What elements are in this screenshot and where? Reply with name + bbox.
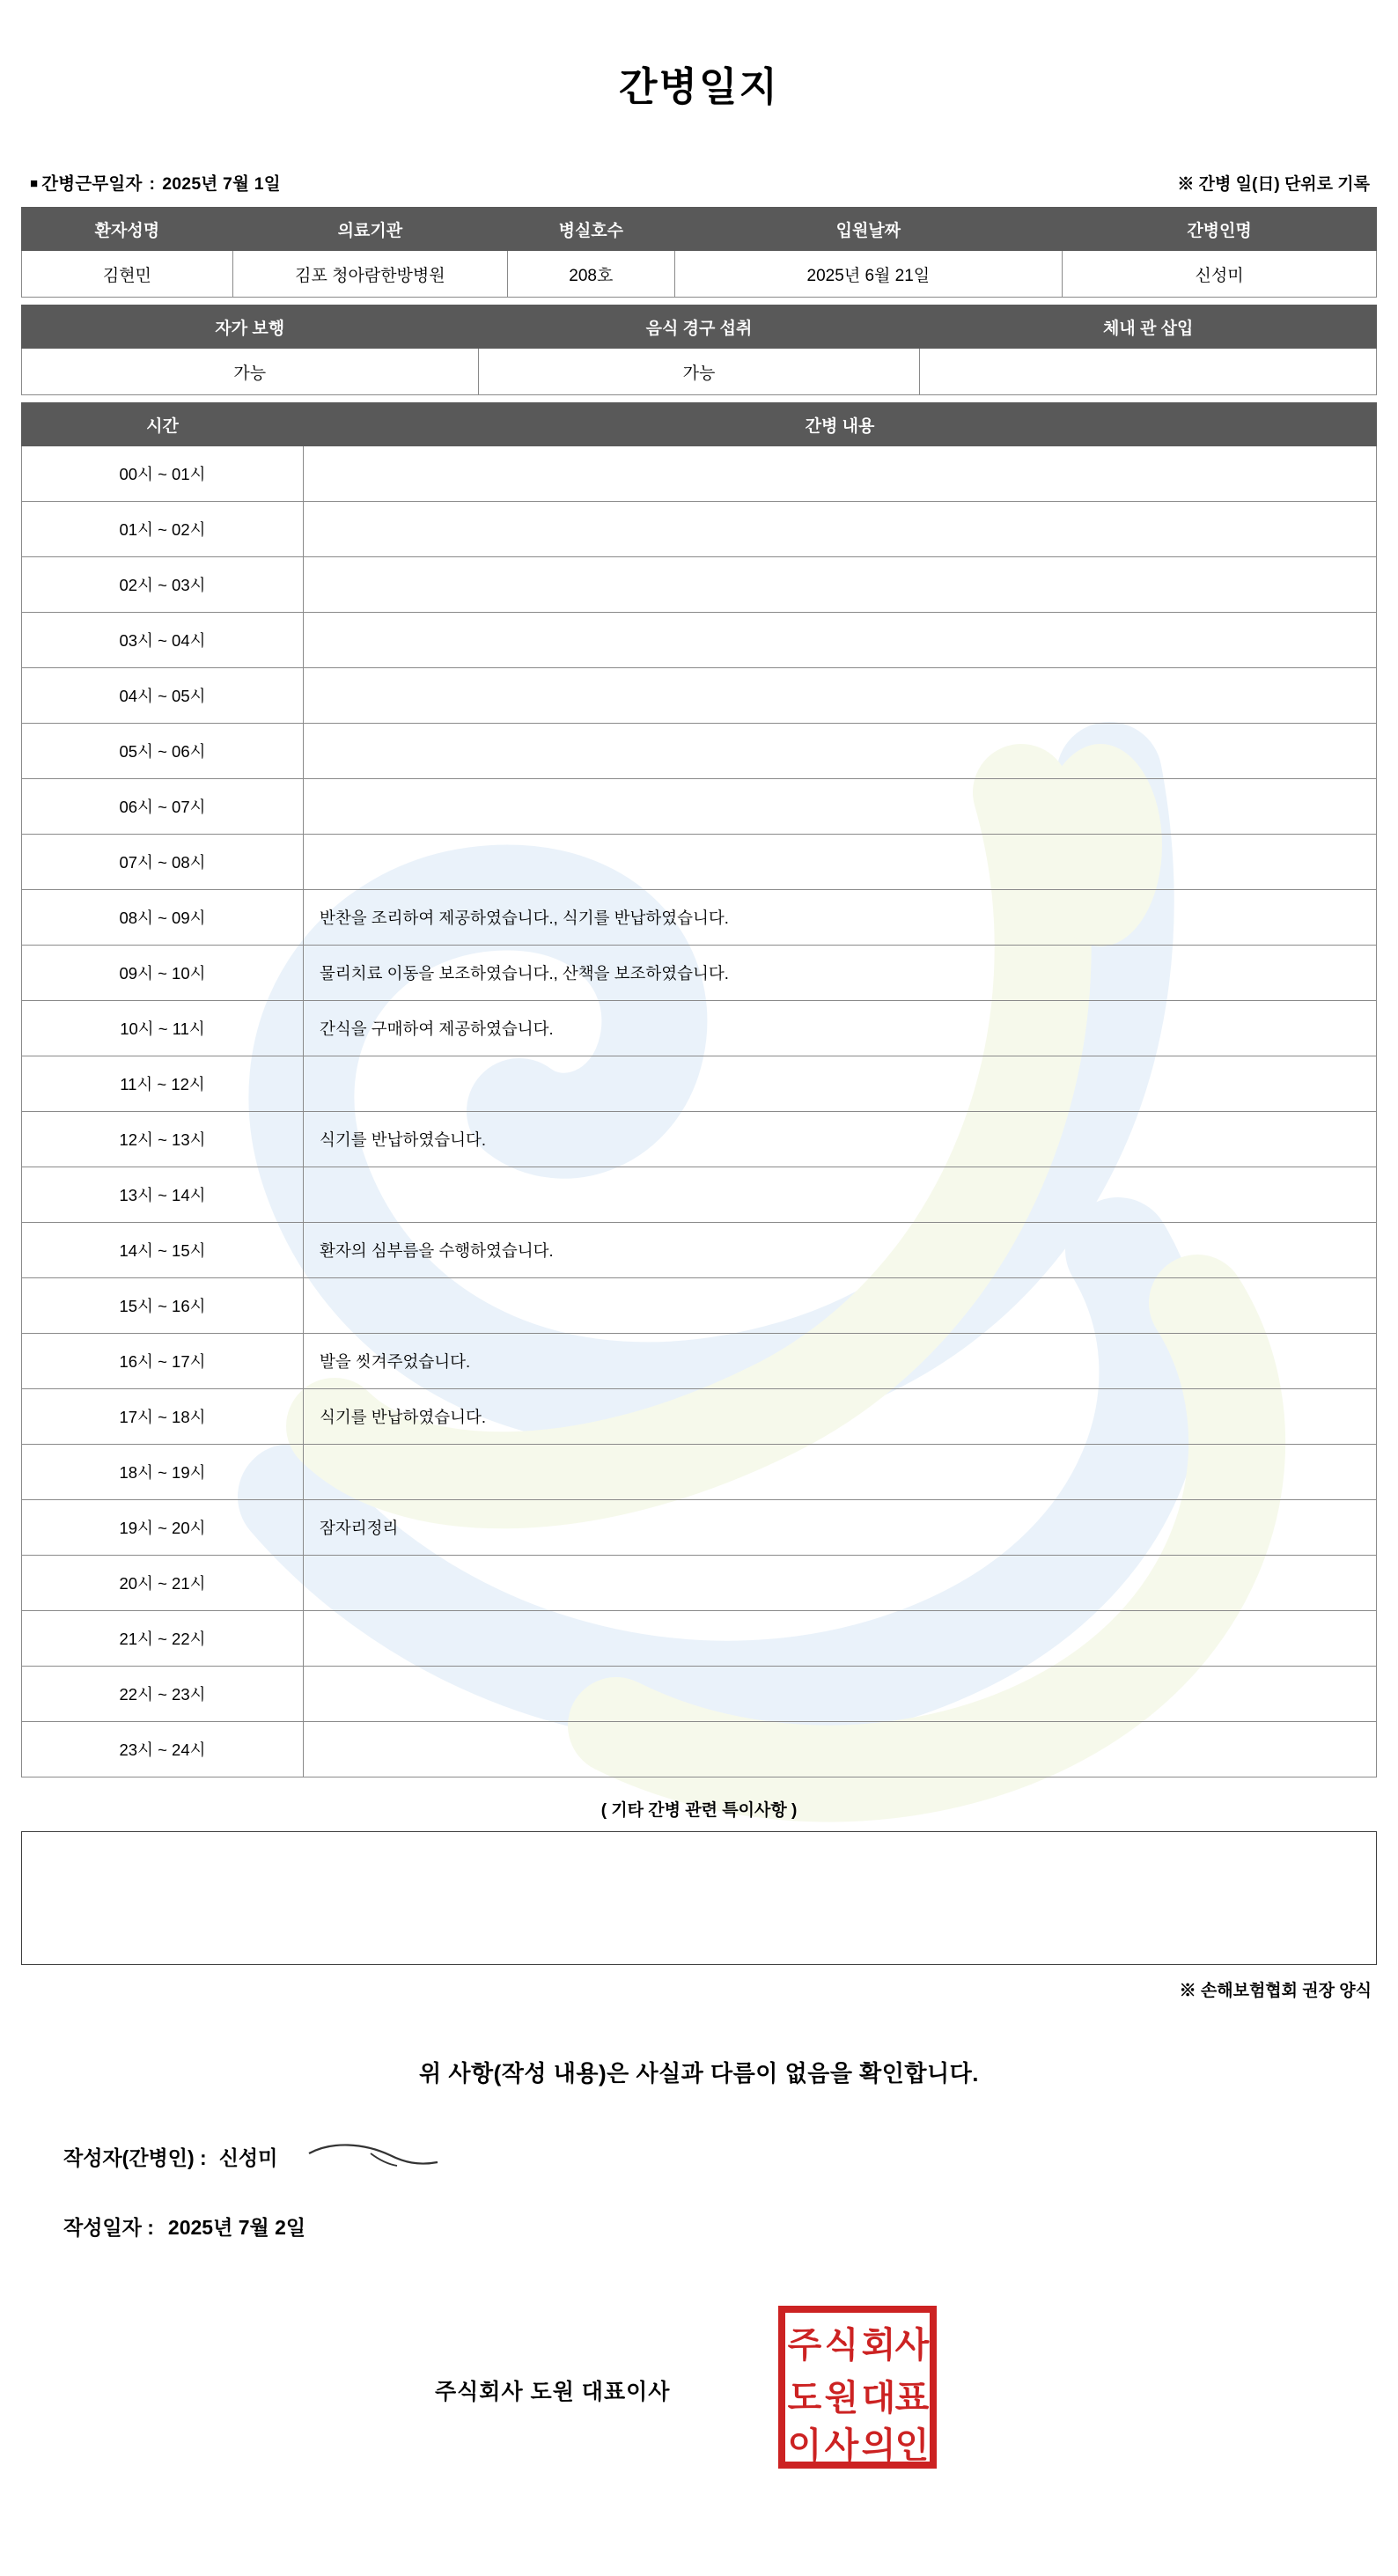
association-note: ※ 손해보험협회 권장 양식	[1179, 1982, 1372, 2000]
cell-note: 반찬을 조리하여 제공하였습니다., 식기를 반납하였습니다.	[304, 890, 1377, 946]
col-header-care-content: 간병 내용	[304, 403, 1377, 446]
cell-note	[304, 1056, 1377, 1112]
cell-note: 발을 씻겨주었습니다.	[304, 1334, 1377, 1389]
col-header-admission-date: 입원날짜	[674, 208, 1063, 251]
col-header-hospital: 의료기관	[232, 208, 507, 251]
cell-time: 15시 ~ 16시	[22, 1278, 304, 1334]
writer-label: 작성자(간병인) :	[63, 2145, 207, 2169]
cell-patient-name: 김현민	[22, 251, 233, 298]
cell-note	[304, 1278, 1377, 1334]
svg-text:이: 이	[787, 2426, 822, 2465]
table-row	[22, 557, 1377, 613]
table-row	[22, 1278, 1377, 1334]
company-name: 주식회사 도원 대표이사	[435, 2380, 671, 2404]
cell-time: 09시 ~ 10시	[22, 946, 304, 1001]
write-date-row	[21, 2212, 1377, 2241]
record-unit-note: ※ 간병 일(日) 단위로 기록	[1177, 175, 1370, 194]
cell-time: 03시 ~ 04시	[22, 613, 304, 668]
cell-note: 물리치료 이동을 보조하였습니다., 산책을 보조하였습니다.	[304, 946, 1377, 1001]
cell-time: 17시 ~ 18시	[22, 1389, 304, 1445]
cell-time: 12시 ~ 13시	[22, 1112, 304, 1167]
table-row	[22, 1334, 1377, 1389]
table-row	[22, 946, 1377, 1001]
writer-name: 신성미	[218, 2145, 278, 2169]
col-header-room: 병실호수	[508, 208, 675, 251]
table-header-row	[22, 305, 1377, 349]
cell-note	[304, 1445, 1377, 1500]
cell-time: 13시 ~ 14시	[22, 1167, 304, 1223]
page-title: 간병일지	[619, 64, 779, 109]
bullet-square-icon: ■	[30, 176, 39, 191]
svg-text:인: 인	[894, 2426, 930, 2465]
cell-time: 19시 ~ 20시	[22, 1500, 304, 1556]
table-row	[22, 835, 1377, 890]
cell-time: 23시 ~ 24시	[22, 1722, 304, 1777]
cell-oral-intake: 가능	[478, 349, 920, 395]
table-row	[22, 1667, 1377, 1722]
write-date-value: 2025년 7월 2일	[167, 2216, 306, 2239]
cell-note: 잠자리정리	[304, 1500, 1377, 1556]
cell-note	[304, 724, 1377, 779]
svg-text:주: 주	[787, 2326, 822, 2365]
table-row	[22, 1556, 1377, 1611]
confirmation-text: 위 사항(작성 내용)은 사실과 다름이 없음을 확인합니다.	[419, 2060, 979, 2087]
table-header-row	[22, 208, 1377, 251]
col-header-tube-insert: 체내 관 삽입	[920, 305, 1377, 349]
cell-note	[304, 1167, 1377, 1223]
cell-tube-insert	[920, 349, 1377, 395]
svg-text:대: 대	[861, 2379, 896, 2418]
cell-time: 08시 ~ 09시	[22, 890, 304, 946]
svg-text:식: 식	[824, 2326, 859, 2365]
table-row	[22, 1500, 1377, 1556]
cell-hospital: 김포 청아람한방병원	[232, 251, 507, 298]
table-row	[22, 1112, 1377, 1167]
cell-note	[304, 779, 1377, 835]
cell-note	[304, 1611, 1377, 1667]
cell-note	[304, 502, 1377, 557]
svg-text:회: 회	[861, 2326, 896, 2365]
table-row	[22, 1223, 1377, 1278]
cell-time: 01시 ~ 02시	[22, 502, 304, 557]
svg-text:의: 의	[861, 2426, 896, 2465]
col-header-self-walk: 자가 보행	[22, 305, 479, 349]
work-date-block	[30, 170, 281, 195]
table-row	[22, 779, 1377, 835]
table-row	[22, 349, 1377, 395]
table-row	[22, 251, 1377, 298]
cell-note	[304, 1667, 1377, 1722]
table-row	[22, 724, 1377, 779]
cell-self-walk: 가능	[22, 349, 479, 395]
cell-time: 11시 ~ 12시	[22, 1056, 304, 1112]
cell-time: 22시 ~ 23시	[22, 1667, 304, 1722]
col-header-oral-intake: 음식 경구 섭취	[478, 305, 920, 349]
cell-time: 02시 ~ 03시	[22, 557, 304, 613]
cell-time: 14시 ~ 15시	[22, 1223, 304, 1278]
cell-time: 00시 ~ 01시	[22, 446, 304, 502]
table-row	[22, 1056, 1377, 1112]
table-row	[22, 1611, 1377, 1667]
work-date-label: 간병근무일자	[41, 174, 143, 194]
cell-note: 간식을 구매하여 제공하였습니다.	[304, 1001, 1377, 1056]
cell-caregiver: 신성미	[1063, 251, 1377, 298]
cell-note	[304, 613, 1377, 668]
svg-text:도: 도	[787, 2379, 822, 2418]
table-row	[22, 668, 1377, 724]
patient-info-table	[21, 207, 1377, 298]
work-date-colon: :	[149, 174, 156, 194]
cell-time: 18시 ~ 19시	[22, 1445, 304, 1500]
cell-time: 07시 ~ 08시	[22, 835, 304, 890]
cell-note	[304, 1722, 1377, 1777]
table-row	[22, 1167, 1377, 1223]
cell-note	[304, 446, 1377, 502]
cell-note	[304, 1556, 1377, 1611]
table-row	[22, 1389, 1377, 1445]
cell-time: 05시 ~ 06시	[22, 724, 304, 779]
table-row	[22, 1001, 1377, 1056]
cell-room: 208호	[508, 251, 675, 298]
company-stamp-icon	[778, 2306, 937, 2469]
signature-icon	[305, 2136, 446, 2176]
special-note-box[interactable]	[21, 1831, 1377, 1965]
table-header-row	[22, 403, 1377, 446]
cell-time: 06시 ~ 07시	[22, 779, 304, 835]
cell-time: 21시 ~ 22시	[22, 1611, 304, 1667]
svg-text:원: 원	[824, 2379, 859, 2418]
work-date-value: 2025년 7월 1일	[162, 174, 281, 194]
svg-text:사: 사	[894, 2326, 930, 2365]
care-log-table	[21, 402, 1377, 1777]
write-date-label: 작성일자 :	[63, 2216, 154, 2239]
cell-note: 식기를 반납하였습니다.	[304, 1389, 1377, 1445]
cell-note	[304, 835, 1377, 890]
meta-row	[21, 170, 1377, 195]
col-header-time: 시간	[22, 403, 304, 446]
table-row	[22, 613, 1377, 668]
table-row	[22, 1722, 1377, 1777]
special-note-label: ( 기타 간병 관련 특이사항 )	[600, 1801, 798, 1820]
svg-text:사: 사	[824, 2426, 859, 2465]
svg-text:표: 표	[894, 2379, 930, 2418]
cell-time: 16시 ~ 17시	[22, 1334, 304, 1389]
col-header-patient-name: 환자성명	[22, 208, 233, 251]
cell-note: 환자의 심부름을 수행하였습니다.	[304, 1223, 1377, 1278]
condition-table	[21, 305, 1377, 395]
table-row	[22, 502, 1377, 557]
table-row	[22, 1445, 1377, 1500]
writer-row	[21, 2136, 1377, 2176]
cell-time: 20시 ~ 21시	[22, 1556, 304, 1611]
cell-admission-date: 2025년 6월 21일	[674, 251, 1063, 298]
cell-note	[304, 557, 1377, 613]
company-row	[21, 2297, 1377, 2482]
col-header-caregiver: 간병인명	[1063, 208, 1377, 251]
cell-time: 04시 ~ 05시	[22, 668, 304, 724]
cell-note: 식기를 반납하였습니다.	[304, 1112, 1377, 1167]
table-row	[22, 890, 1377, 946]
cell-note	[304, 668, 1377, 724]
cell-time: 10시 ~ 11시	[22, 1001, 304, 1056]
table-row	[22, 446, 1377, 502]
